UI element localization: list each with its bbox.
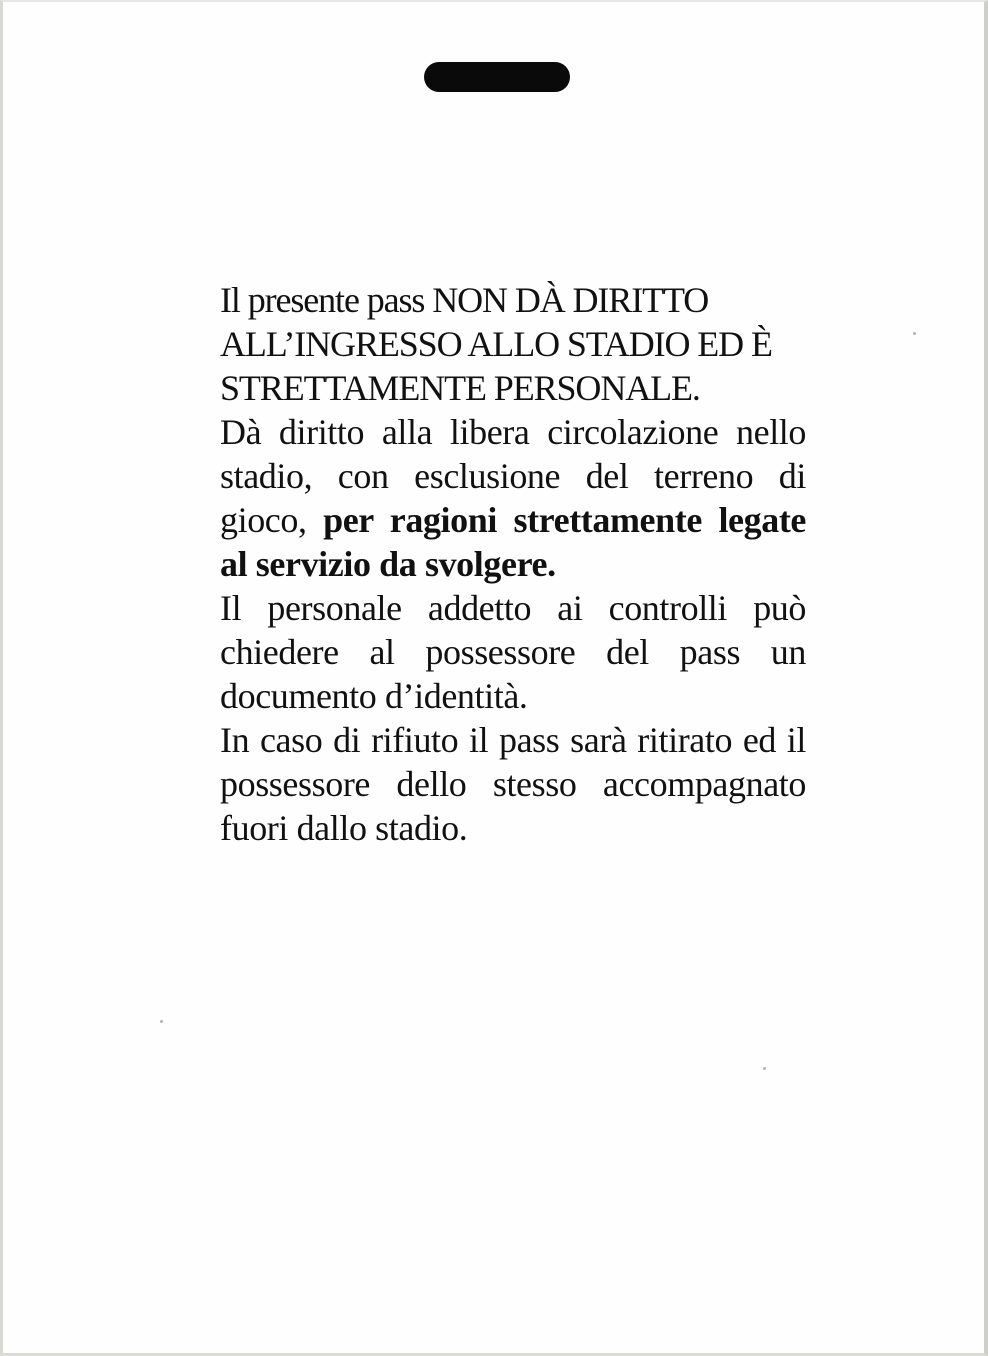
circulation-paragraph (220, 410, 806, 586)
control-paragraph: Il personale addetto ai controlli può chiedere al possessore del pass un documento d’identità. (220, 588, 806, 716)
refusal-paragraph: In caso di rifiuto il pass sarà ritirato ed il possessore dello stesso accompagnato fuori dallo stadio. (220, 720, 806, 848)
notice-paragraph: Il presente pass NON DÀ DIRITTO ALL’INGRESSO ALLO STADIO ED È STRETTAMENTE PERSONALE. (220, 280, 772, 408)
paper-speck (160, 1020, 163, 1023)
paper-speck (913, 332, 916, 335)
circulation-text: Dà diritto alla libera circolazione nello stadio, con esclusione del terreno di gioco, (220, 412, 806, 540)
pass-conditions-text (220, 278, 806, 850)
circulation-bold-text: per ragioni strettamente legate al servizio da svolgere. (220, 500, 806, 584)
paper-speck (763, 1067, 766, 1070)
lanyard-slot (424, 62, 570, 92)
